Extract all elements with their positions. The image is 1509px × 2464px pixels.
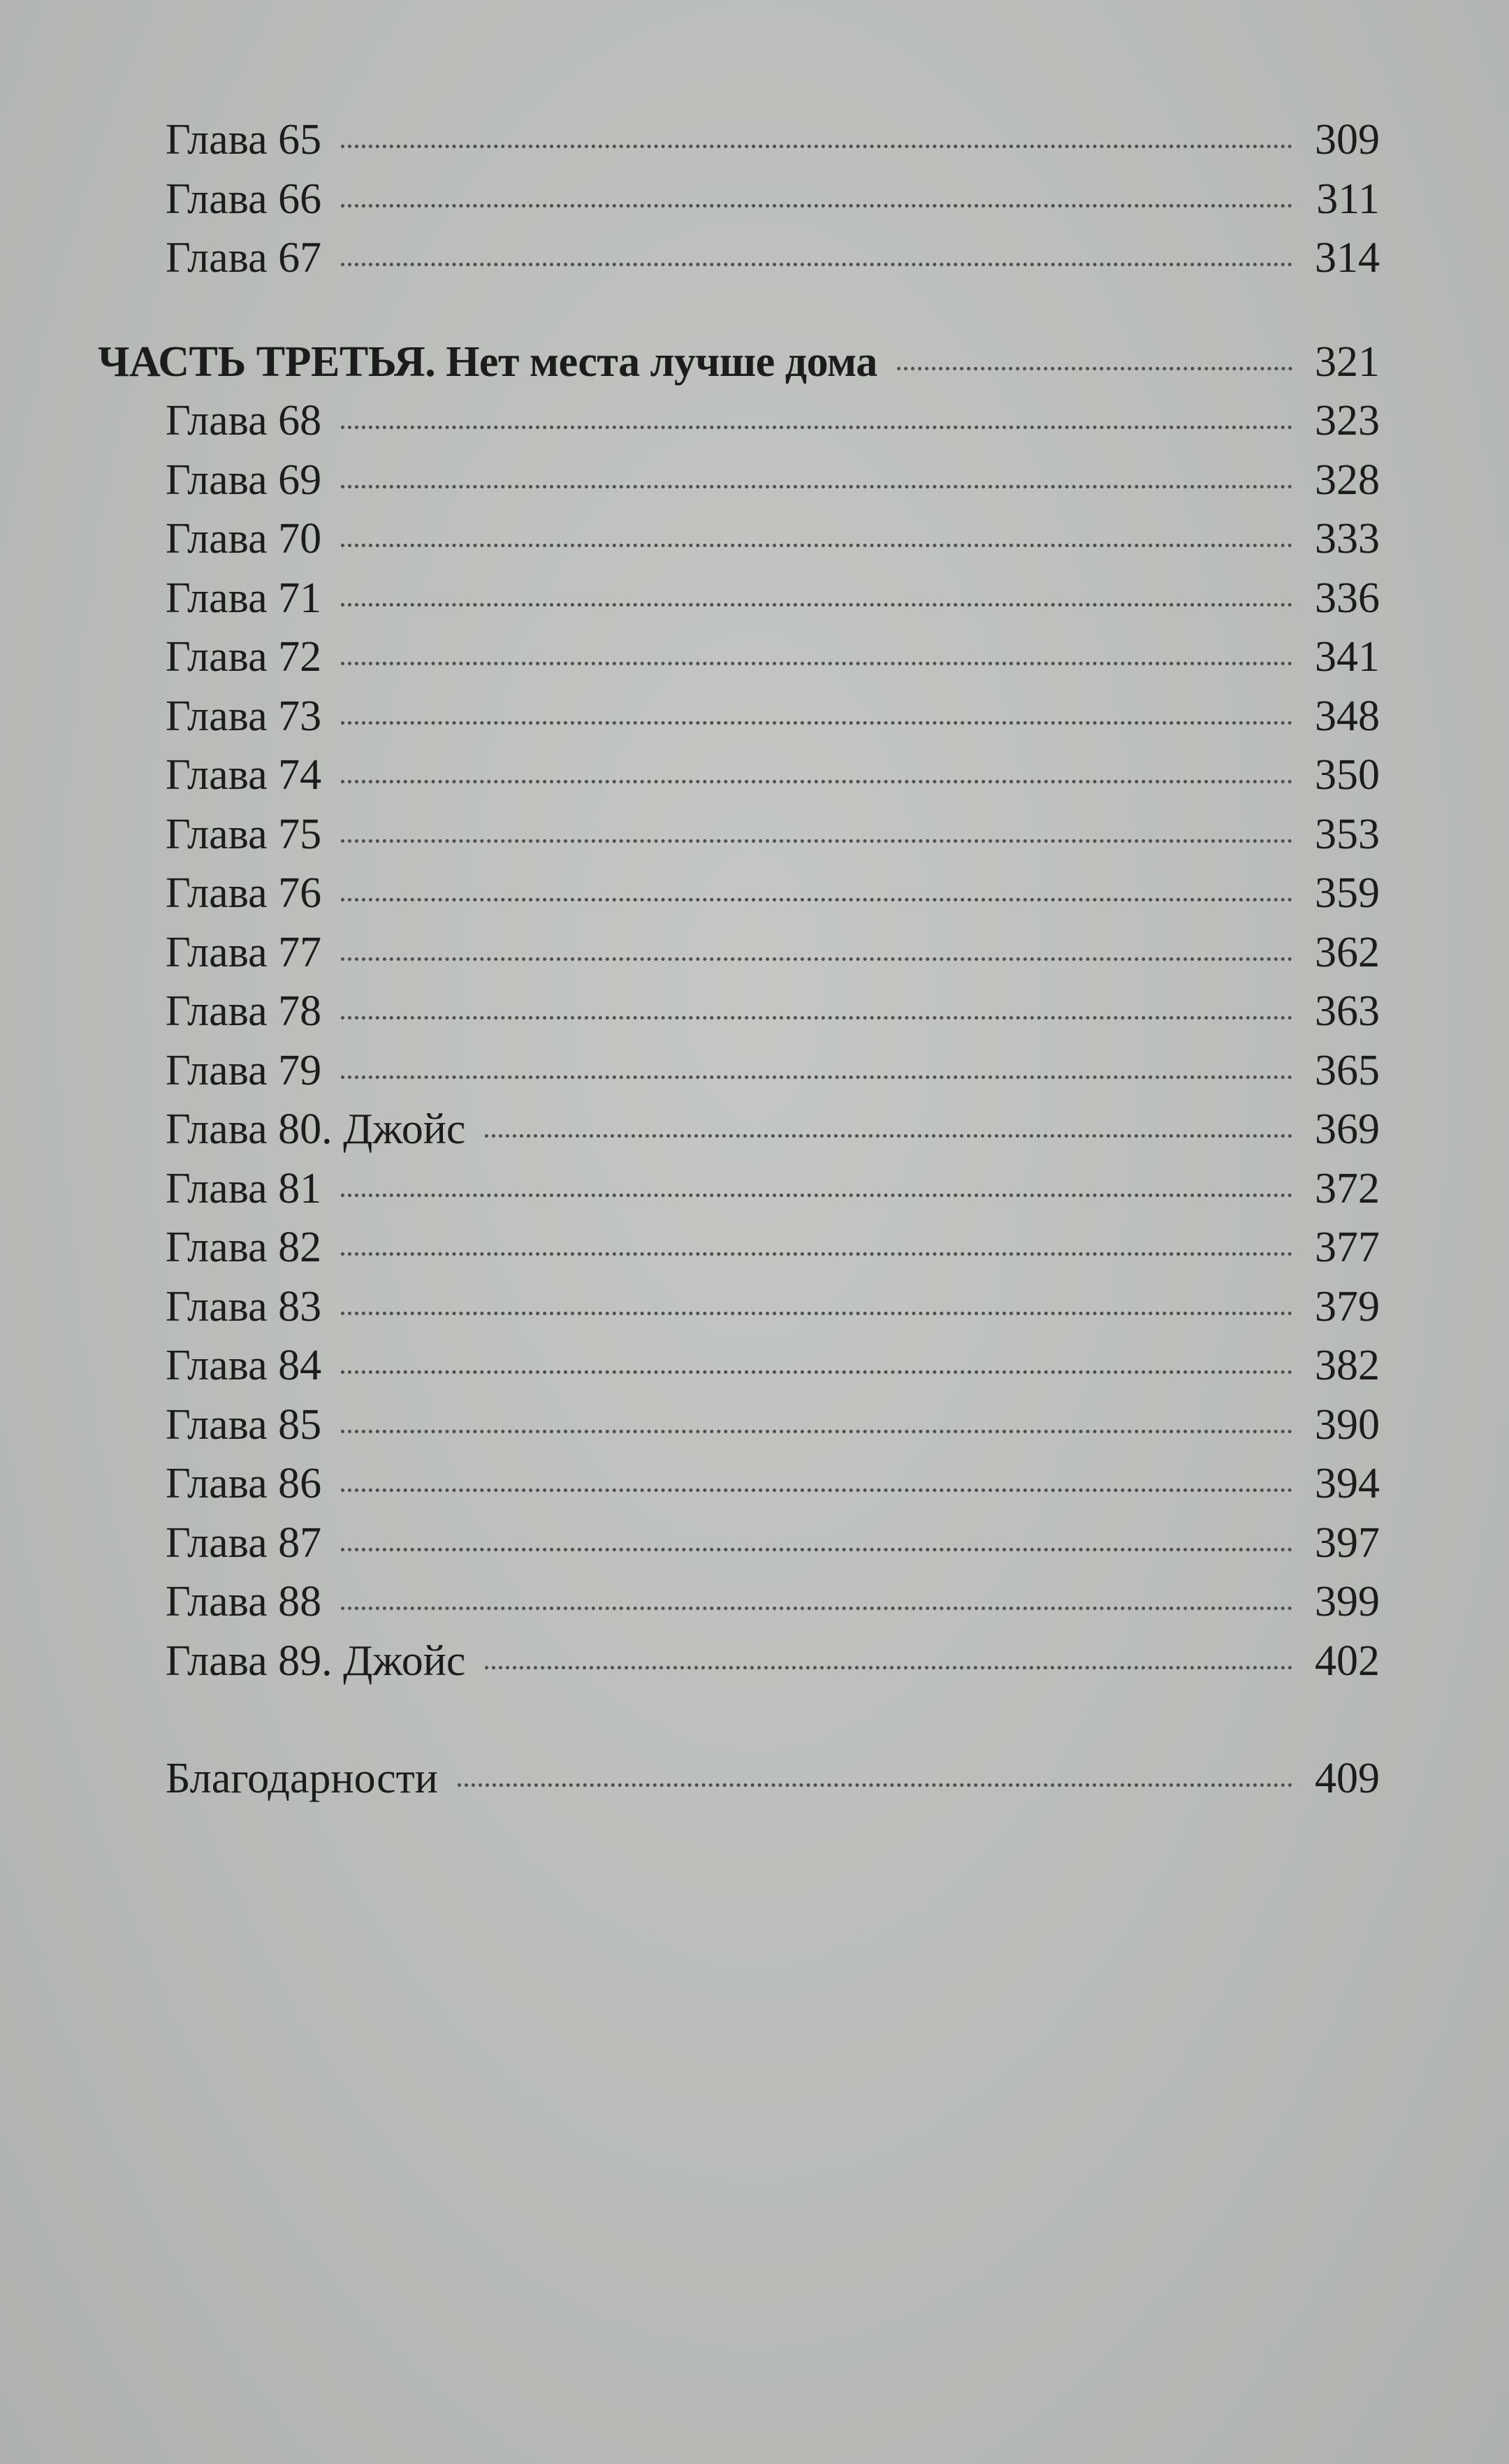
chapter-title: Глава 76 xyxy=(166,869,322,917)
toc-entry xyxy=(98,451,1380,510)
dot-leader xyxy=(341,1075,1292,1079)
dot-leader xyxy=(897,367,1292,370)
toc-entry xyxy=(98,229,1380,288)
toc-entry xyxy=(98,110,1380,170)
dot-leader xyxy=(341,485,1292,488)
toc-entry xyxy=(98,1396,1380,1455)
chapter-title: Глава 83 xyxy=(166,1282,322,1331)
chapter-title: Глава 80. Джойс xyxy=(166,1106,466,1153)
chapter-title: Глава 87 xyxy=(166,1519,322,1567)
dot-leader xyxy=(341,544,1292,547)
toc-entry xyxy=(98,1159,1380,1219)
chapter-title: Глава 89. Джойс xyxy=(166,1637,466,1685)
toc-entry xyxy=(98,1336,1380,1396)
chapter-title: Глава 67 xyxy=(166,234,322,282)
toc-entry xyxy=(98,628,1380,687)
toc-entry xyxy=(98,1454,1380,1514)
chapter-title: Глава 70 xyxy=(166,515,322,563)
chapter-page-number: 359 xyxy=(1315,869,1380,917)
chapter-page-number: 365 xyxy=(1315,1046,1380,1094)
chapter-title: Глава 79 xyxy=(166,1046,322,1094)
chapter-title: Глава 69 xyxy=(166,456,322,504)
chapter-page-number: 309 xyxy=(1315,116,1380,164)
chapter-title: Глава 82 xyxy=(166,1224,322,1271)
table-of-contents xyxy=(98,110,1380,1809)
dot-leader xyxy=(485,1134,1292,1138)
acknowledgements-title: Благодарности xyxy=(166,1755,438,1802)
chapter-title: Глава 84 xyxy=(166,1342,322,1389)
part-title: ЧАСТЬ ТРЕТЬЯ. Нет места лучше дома xyxy=(98,338,877,386)
toc-entry xyxy=(98,1041,1380,1101)
toc-entry xyxy=(98,170,1380,229)
dot-leader xyxy=(341,662,1292,665)
toc-entry xyxy=(98,509,1380,569)
chapter-title: Глава 66 xyxy=(166,175,322,223)
dot-leader xyxy=(341,839,1292,843)
dot-leader xyxy=(341,1430,1292,1433)
toc-entry xyxy=(98,1277,1380,1337)
chapter-page-number: 323 xyxy=(1315,397,1380,444)
chapter-title: Глава 77 xyxy=(166,928,322,976)
chapter-page-number: 394 xyxy=(1315,1460,1380,1507)
toc-entry xyxy=(98,1514,1380,1573)
toc-entry xyxy=(98,1572,1380,1632)
chapter-page-number: 372 xyxy=(1315,1164,1380,1212)
chapter-page-number: 348 xyxy=(1315,692,1380,740)
chapter-page-number: 350 xyxy=(1315,751,1380,799)
dot-leader xyxy=(341,1548,1292,1551)
chapter-title: Глава 72 xyxy=(166,633,322,681)
dot-leader xyxy=(341,1607,1292,1610)
toc-acknowledgements xyxy=(98,1749,1380,1809)
chapter-title: Глава 65 xyxy=(166,116,322,164)
chapter-title: Глава 85 xyxy=(166,1400,322,1449)
chapter-page-number: 314 xyxy=(1315,234,1380,282)
dot-leader xyxy=(341,426,1292,429)
dot-leader xyxy=(341,603,1292,607)
chapter-page-number: 311 xyxy=(1316,175,1380,223)
chapter-title: Глава 81 xyxy=(166,1164,322,1212)
dot-leader xyxy=(485,1666,1292,1669)
dot-leader xyxy=(341,1016,1292,1020)
chapter-title: Глава 68 xyxy=(166,397,322,444)
chapter-page-number: 399 xyxy=(1315,1578,1380,1625)
chapter-page-number: 333 xyxy=(1315,515,1380,563)
chapter-title: Глава 75 xyxy=(166,810,322,858)
toc-entry xyxy=(98,569,1380,628)
chapter-title: Глава 86 xyxy=(166,1460,322,1507)
dot-leader xyxy=(341,263,1292,266)
toc-entry xyxy=(98,923,1380,983)
toc-entry xyxy=(98,982,1380,1041)
dot-leader xyxy=(341,957,1292,961)
chapter-page-number: 328 xyxy=(1315,456,1380,504)
section-spacer xyxy=(98,1690,1380,1749)
toc-entry xyxy=(98,1100,1380,1159)
chapter-page-number: 362 xyxy=(1315,928,1380,976)
toc-entry xyxy=(98,687,1380,746)
dot-leader xyxy=(341,1252,1292,1256)
dot-leader xyxy=(458,1783,1292,1787)
chapter-page-number: 390 xyxy=(1315,1400,1380,1449)
dot-leader xyxy=(341,204,1292,208)
toc-entry xyxy=(98,746,1380,805)
chapter-page-number: 382 xyxy=(1315,1342,1380,1389)
chapter-page-number: 379 xyxy=(1315,1282,1380,1331)
toc-entry xyxy=(98,1632,1380,1691)
dot-leader xyxy=(341,721,1292,725)
chapter-page-number: 397 xyxy=(1315,1519,1380,1567)
dot-leader xyxy=(341,1370,1292,1374)
chapter-title: Глава 74 xyxy=(166,751,322,799)
toc-entry xyxy=(98,391,1380,451)
chapter-title: Глава 71 xyxy=(166,574,322,622)
chapter-page-number: 402 xyxy=(1315,1637,1380,1685)
dot-leader xyxy=(341,1194,1292,1197)
toc-part-heading xyxy=(98,333,1380,392)
dot-leader xyxy=(341,780,1292,783)
dot-leader xyxy=(341,1312,1292,1315)
acknowledgements-page-number: 409 xyxy=(1315,1755,1380,1802)
dot-leader xyxy=(341,898,1292,901)
chapter-page-number: 336 xyxy=(1315,574,1380,622)
chapter-page-number: 377 xyxy=(1315,1224,1380,1271)
chapter-page-number: 341 xyxy=(1315,633,1380,681)
part-page-number: 321 xyxy=(1315,338,1380,386)
dot-leader xyxy=(341,1488,1292,1492)
chapter-title: Глава 73 xyxy=(166,692,322,740)
toc-entry xyxy=(98,864,1380,923)
section-spacer xyxy=(98,288,1380,333)
chapter-title: Глава 78 xyxy=(166,987,322,1035)
chapter-page-number: 363 xyxy=(1315,987,1380,1035)
dot-leader xyxy=(341,145,1292,148)
chapter-page-number: 353 xyxy=(1315,810,1380,858)
toc-group-part-three xyxy=(98,391,1380,1690)
toc-entry xyxy=(98,805,1380,864)
toc-entry xyxy=(98,1218,1380,1277)
chapter-page-number: 369 xyxy=(1315,1106,1380,1153)
chapter-title: Глава 88 xyxy=(166,1578,322,1625)
toc-group-part-two-end xyxy=(98,110,1380,288)
